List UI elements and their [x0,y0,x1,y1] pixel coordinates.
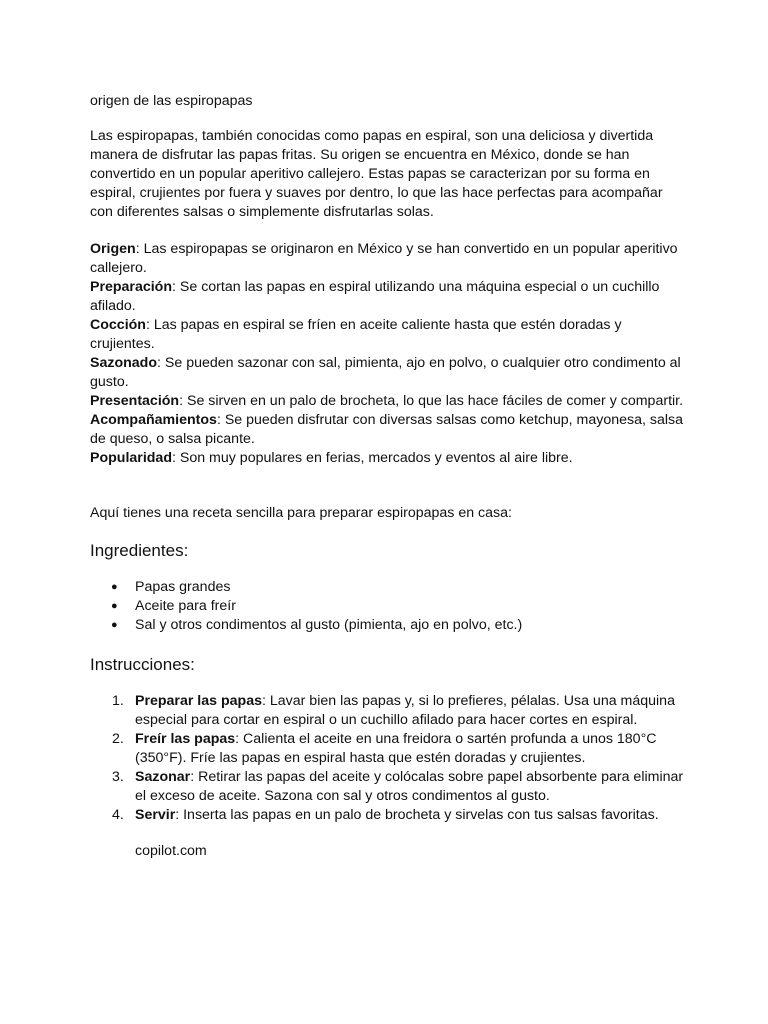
fact-item [90,354,686,392]
bullet-icon: ● [111,619,118,631]
fact-text: : Se sirven en un palo de brocheta, lo que las hace fáciles de comer y compartir. [179,393,684,409]
fact-text: : Son muy populares en ferias, mercados y eventos al aire libre. [171,450,573,466]
step-text: : Inserta las papas en un palo de brocheta y sirvelas con tus salsas favoritas. [175,807,659,823]
ingredient-item [90,578,686,597]
fact-text: : Se pueden sazonar con sal, pimienta, ajo en polvo, o cualquier otro condimento al gusto. [90,355,681,390]
bullet-icon: ● [111,600,118,612]
step-term: Sazonar [135,769,191,785]
source-text: copilot.com [135,843,207,859]
instructions-heading: Instrucciones: [90,655,195,674]
fact-term: Origen [90,241,136,257]
intro-paragraph: Las espiropapas, también conocidas como papas en espiral, son una deliciosa y divertida manera de disfrutar las papas fritas. Su origen se encuentra en México, donde se han convertido en un popular aperitivo callejero. Estas papas se caracterizan por su forma en espiral, crujientes por fuera y suaves por dentro, lo que las hace perfectas para acompañar con diferentes salsas o simplemente disfrutarlas solas. [90,128,663,220]
step-number: 2. [112,731,124,747]
step-text: : Retirar las papas del aceite y colócalas sobre papel absorbente para eliminar el exceso de aceite. Sazona con sal y otros condimentos al gusto. [135,769,684,804]
step-text: : Lavar bien las papas y, si lo prefieres, pélalas. Usa una máquina especial para cortar en espiral o un cuchillo afilado para hacer cortes en espiral. [135,693,675,728]
step-term: Preparar las papas [135,693,262,709]
document-page [90,92,686,861]
step-term: Servir [135,807,176,823]
fact-item [90,449,686,468]
fact-text: : Las papas en espiral se fríen en aceite caliente hasta que estén doradas y crujientes. [90,317,622,352]
ingredient-text: Sal y otros condimentos al gusto (pimienta, ajo en polvo, etc.) [135,617,523,633]
fact-term: Presentación [90,393,180,409]
fact-text: : Se pueden disfrutar con diversas salsas como ketchup, mayonesa, salsa de queso, o salsa picante. [90,412,684,447]
step-number: 3. [112,769,124,785]
step-item [90,768,686,806]
ingredients-list [90,578,686,635]
fact-term: Cocción [90,317,146,333]
ingredient-item [90,616,686,635]
fact-term: Popularidad [90,450,172,466]
bullet-icon: ● [111,581,118,593]
ingredient-text: Papas grandes [135,579,231,595]
fact-text: : Se cortan las papas en espiral utilizando una máquina especial o un cuchillo afilado. [90,279,660,314]
fact-term: Acompañamientos [90,412,217,428]
step-item [90,730,686,768]
step-item [90,806,686,825]
fact-item [90,411,686,449]
fact-term: Sazonado [90,355,158,371]
ingredient-text: Aceite para freír [135,598,236,614]
step-number: 1. [112,693,124,709]
step-text: : Calienta el aceite en una freidora o sartén profunda a unos 180°C (350°F). Fríe las papas en espiral hasta que estén doradas y crujientes. [135,731,657,766]
instructions-list [90,692,686,825]
fact-term: Preparación [90,279,173,295]
document-title: origen de las espiropapas [90,93,253,109]
fact-item [90,392,686,411]
fact-item [90,316,686,354]
fact-item [90,278,686,316]
fact-text: : Las espiropapas se originaron en México y se han convertido en un popular aperitivo callejero. [90,241,678,276]
step-number: 4. [112,807,124,823]
fact-item [90,240,686,278]
ingredient-item [90,597,686,616]
recipe-lead: Aquí tienes una receta sencilla para preparar espiropapas en casa: [90,505,512,521]
step-term: Freír las papas [135,731,236,747]
step-item [90,692,686,730]
ingredients-heading: Ingredientes: [90,541,189,560]
facts-list [90,240,686,468]
